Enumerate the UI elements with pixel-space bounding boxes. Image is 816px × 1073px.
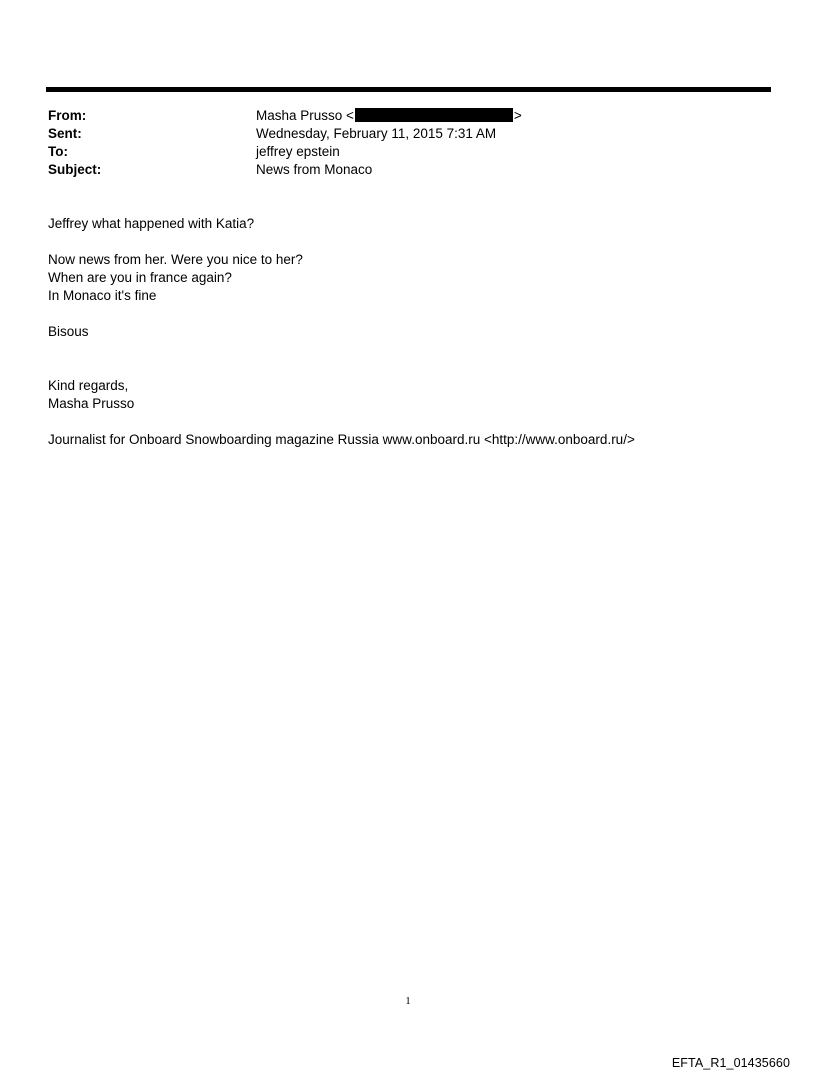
email-body [48,215,768,449]
signature-title: Journalist for Onboard Snowboarding magazine Russia www.onboard.ru <http://www.onboard.ru/> [48,432,635,447]
from-value [256,107,522,125]
closing-line: Kind regards, [48,378,129,393]
from-label: From: [48,108,87,123]
sent-value: Wednesday, February 11, 2015 7:31 AM [256,126,497,141]
body-line: Bisous [48,324,89,339]
email-headers [48,107,768,179]
subject-value: News from Monaco [256,162,373,177]
page-number: 1 [405,995,411,1007]
from-row [48,107,768,125]
to-label: To: [48,144,68,159]
from-suffix: > [513,108,522,123]
subject-label: Subject: [48,162,102,177]
redaction-block [355,108,513,122]
body-line: In Monaco it's fine [48,288,157,303]
subject-row [48,161,768,179]
body-line: Jeffrey what happened with Katia? [48,216,255,231]
to-row [48,143,768,161]
signature-name: Masha Prusso [48,396,135,411]
sent-label: Sent: [48,126,82,141]
sent-row [48,125,768,143]
top-divider [46,87,771,92]
from-name: Masha Prusso < [256,108,354,123]
to-value: jeffrey epstein [256,144,340,159]
body-line: Now news from her. Were you nice to her? [48,252,303,267]
document-id: EFTA_R1_01435660 [671,1056,790,1070]
body-line: When are you in france again? [48,270,232,285]
